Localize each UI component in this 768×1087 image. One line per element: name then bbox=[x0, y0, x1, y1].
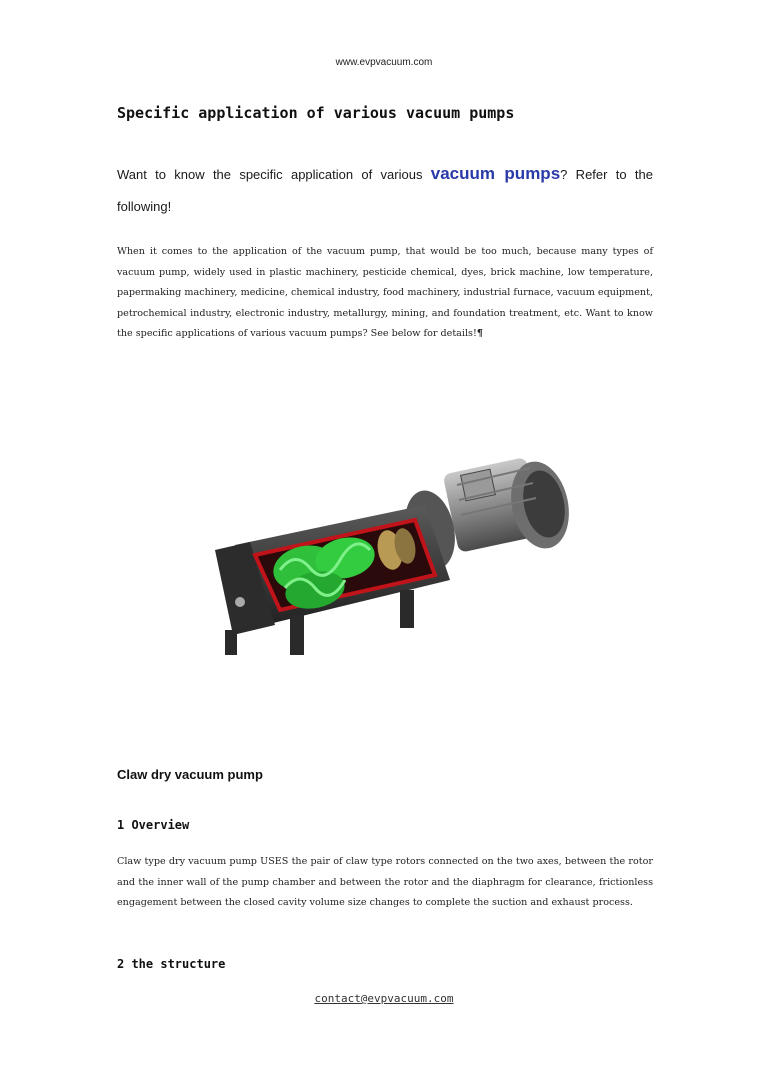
intro-text-before: Want to know the specific application of various bbox=[117, 167, 431, 182]
motor-shape bbox=[443, 456, 575, 554]
section-heading: Claw dry vacuum pump bbox=[117, 767, 263, 782]
intro-text-after: ? Refer to the following! bbox=[117, 167, 653, 214]
overview-heading: 1 Overview bbox=[117, 818, 190, 832]
paragraph-mark: ¶ bbox=[476, 328, 483, 339]
vacuum-pump-illustration bbox=[195, 450, 575, 670]
vacuum-pumps-link[interactable]: vacuum pumps bbox=[430, 164, 561, 183]
header-url: www.evpvacuum.com bbox=[335, 57, 433, 68]
intro-paragraph bbox=[117, 158, 653, 223]
page-title: Specific application of various vacuum pumps bbox=[117, 104, 515, 122]
application-paragraph-text: When it comes to the application of the vacuum pump, that would be too much, because many types of vacuum pump, widely used in plastic machinery, pesticide chemical, dyes, brick machine, low temperature, papermaking machinery, medicine, chemical industry, food machinery, industrial furnace, vacuum equipment, petrochemical industry, electronic industry, metallurgy, mining, and foundation treatment, etc. Want to know the specific applications of various vacuum pumps? See below for details! bbox=[117, 246, 653, 339]
footer-email[interactable]: contact@evpvacuum.com bbox=[314, 992, 454, 1005]
application-paragraph bbox=[117, 242, 653, 345]
overview-paragraph: Claw type dry vacuum pump USES the pair of claw type rotors connected on the two axes, between the rotor and the inner wall of the pump chamber and between the rotor and the diaphragm for clearance, frictionless engagement between the closed cavity volume size changes to complete the suction and exhaust process. bbox=[117, 856, 653, 908]
structure-heading: 2 the structure bbox=[117, 957, 226, 971]
